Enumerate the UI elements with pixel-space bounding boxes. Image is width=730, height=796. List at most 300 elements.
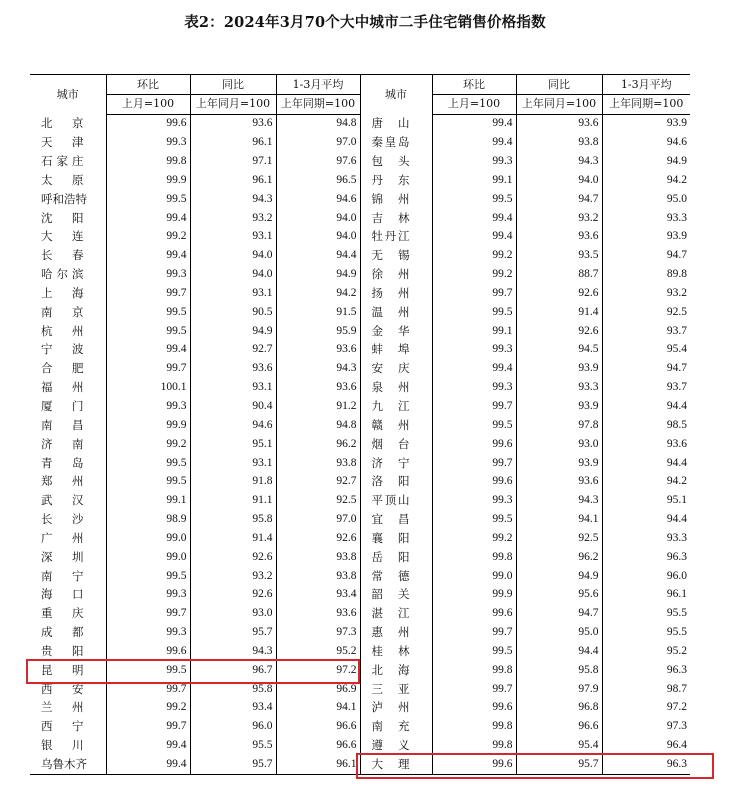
cell-yoy-left: 93.2 bbox=[190, 567, 276, 586]
table-row bbox=[30, 605, 690, 624]
cell-mom-left: 100.1 bbox=[106, 379, 190, 398]
table-row bbox=[30, 228, 690, 247]
cell-mom-left: 99.7 bbox=[106, 718, 190, 737]
cell-city-left: 昆明 bbox=[30, 661, 106, 680]
table-row bbox=[30, 114, 690, 133]
cell-mom-right: 99.4 bbox=[432, 360, 516, 379]
header-mom-left: 环比 bbox=[106, 75, 190, 95]
cell-avg-left: 95.2 bbox=[276, 642, 360, 661]
table-row bbox=[30, 699, 690, 718]
cell-mom-right: 99.3 bbox=[432, 341, 516, 360]
table-row bbox=[30, 416, 690, 435]
cell-yoy-left: 96.1 bbox=[190, 171, 276, 190]
cell-mom-left: 99.6 bbox=[106, 642, 190, 661]
cell-city-left: 成都 bbox=[30, 623, 106, 642]
cell-mom-right: 99.6 bbox=[432, 435, 516, 454]
cell-avg-left: 91.5 bbox=[276, 303, 360, 322]
cell-mom-left: 99.0 bbox=[106, 548, 190, 567]
cell-mom-left: 98.9 bbox=[106, 510, 190, 529]
table-row bbox=[30, 473, 690, 492]
cell-avg-left: 91.2 bbox=[276, 397, 360, 416]
cell-city-left: 南昌 bbox=[30, 416, 106, 435]
table-row bbox=[30, 548, 690, 567]
cell-mom-right: 99.7 bbox=[432, 397, 516, 416]
cell-mom-left: 99.5 bbox=[106, 190, 190, 209]
cell-city-right: 丹东 bbox=[360, 171, 432, 190]
cell-yoy-left: 92.7 bbox=[190, 341, 276, 360]
table-row bbox=[30, 718, 690, 737]
cell-avg-left: 94.1 bbox=[276, 699, 360, 718]
cell-yoy-left: 93.4 bbox=[190, 699, 276, 718]
cell-avg-left: 93.8 bbox=[276, 567, 360, 586]
cell-city-left: 重庆 bbox=[30, 605, 106, 624]
cell-city-left: 北京 bbox=[30, 114, 106, 133]
cell-mom-left: 99.5 bbox=[106, 661, 190, 680]
cell-avg-left: 94.9 bbox=[276, 265, 360, 284]
cell-mom-right: 99.1 bbox=[432, 171, 516, 190]
cell-city-right: 赣州 bbox=[360, 416, 432, 435]
cell-mom-right: 99.2 bbox=[432, 247, 516, 266]
header-city-left: 城市 bbox=[30, 75, 106, 115]
cell-yoy-right: 95.6 bbox=[516, 586, 602, 605]
cell-avg-left: 94.8 bbox=[276, 114, 360, 133]
cell-avg-left: 94.2 bbox=[276, 284, 360, 303]
cell-avg-right: 94.6 bbox=[666, 136, 687, 149]
cell-yoy-right: 94.5 bbox=[516, 341, 602, 360]
cell-avg-right: 97.3 bbox=[666, 720, 687, 733]
table-row bbox=[30, 171, 690, 190]
cell-yoy-left: 93.2 bbox=[190, 209, 276, 228]
cell-yoy-left: 95.8 bbox=[190, 680, 276, 699]
cell-mom-left: 99.4 bbox=[106, 341, 190, 360]
table-row bbox=[30, 284, 690, 303]
cell-yoy-left: 91.8 bbox=[190, 473, 276, 492]
table-row bbox=[30, 134, 690, 153]
cell-city-left: 西宁 bbox=[30, 718, 106, 737]
cell-avg-right: 96.3 bbox=[602, 755, 690, 774]
cell-yoy-left: 93.6 bbox=[190, 114, 276, 133]
cell-avg-left: 97.6 bbox=[276, 152, 360, 171]
cell-mom-right: 99.5 bbox=[432, 510, 516, 529]
header-yoy-left: 同比 bbox=[190, 75, 276, 95]
cell-avg-right: 93.9 bbox=[666, 117, 687, 130]
cell-avg-left: 94.0 bbox=[276, 209, 360, 228]
cell-mom-right: 99.2 bbox=[432, 529, 516, 548]
cell-mom-left: 99.3 bbox=[106, 265, 190, 284]
cell-mom-left: 99.7 bbox=[106, 680, 190, 699]
cell-avg-left: 95.9 bbox=[276, 322, 360, 341]
cell-yoy-right: 94.9 bbox=[516, 567, 602, 586]
cell-city-right: 桂林 bbox=[360, 642, 432, 661]
cell-mom-right: 99.6 bbox=[432, 473, 516, 492]
table-row bbox=[30, 360, 690, 379]
table-row bbox=[30, 247, 690, 266]
cell-city-right: 徐州 bbox=[360, 265, 432, 284]
cell-mom-right: 99.1 bbox=[432, 322, 516, 341]
cell-mom-right: 99.5 bbox=[432, 416, 516, 435]
cell-yoy-right: 88.7 bbox=[516, 265, 602, 284]
cell-mom-left: 99.3 bbox=[106, 623, 190, 642]
cell-avg-left: 96.5 bbox=[276, 171, 360, 190]
cell-yoy-left: 96.1 bbox=[190, 134, 276, 153]
cell-avg-right: 94.7 bbox=[666, 249, 687, 262]
cell-city-right: 三亚 bbox=[360, 680, 432, 699]
cell-city-right: 宜昌 bbox=[360, 510, 432, 529]
cell-avg-left: 93.8 bbox=[276, 454, 360, 473]
cell-city-left: 福州 bbox=[30, 379, 106, 398]
cell-mom-left: 99.1 bbox=[106, 492, 190, 511]
cell-avg-left: 94.6 bbox=[276, 190, 360, 209]
cell-avg-left: 96.1 bbox=[276, 755, 360, 774]
cell-mom-left: 99.4 bbox=[106, 737, 190, 756]
cell-mom-right: 99.2 bbox=[432, 265, 516, 284]
cell-yoy-right: 95.7 bbox=[516, 755, 602, 774]
cell-yoy-left: 94.9 bbox=[190, 322, 276, 341]
table-row bbox=[30, 661, 690, 680]
cell-mom-right: 99.4 bbox=[432, 209, 516, 228]
cell-mom-left: 99.4 bbox=[106, 247, 190, 266]
cell-avg-right: 98.7 bbox=[666, 682, 687, 695]
cell-city-left: 哈尔滨 bbox=[30, 265, 106, 284]
header-yoy-base-left: 上年同月=100 bbox=[190, 94, 276, 114]
cell-mom-right: 99.4 bbox=[432, 228, 516, 247]
table-header bbox=[30, 75, 690, 115]
cell-mom-left: 99.3 bbox=[106, 586, 190, 605]
cell-mom-left: 99.2 bbox=[106, 699, 190, 718]
cell-yoy-left: 95.5 bbox=[190, 737, 276, 756]
cell-city-right: 泸州 bbox=[360, 699, 432, 718]
cell-city-left: 乌鲁木齐 bbox=[30, 755, 106, 774]
cell-avg-right: 95.1 bbox=[666, 494, 687, 507]
cell-mom-left: 99.0 bbox=[106, 529, 190, 548]
cell-yoy-right: 94.4 bbox=[516, 642, 602, 661]
header-mom-base-right: 上月=100 bbox=[432, 94, 516, 114]
table-row bbox=[30, 642, 690, 661]
cell-avg-right: 94.7 bbox=[666, 362, 687, 375]
header-avg-left: 1-3月平均 bbox=[276, 75, 360, 95]
cell-yoy-right: 97.9 bbox=[516, 680, 602, 699]
cell-mom-right: 99.3 bbox=[432, 379, 516, 398]
cell-mom-left: 99.7 bbox=[106, 605, 190, 624]
table-row bbox=[30, 567, 690, 586]
cell-avg-right: 98.5 bbox=[666, 418, 687, 431]
cell-mom-left: 99.9 bbox=[106, 416, 190, 435]
cell-avg-right: 94.4 bbox=[666, 513, 687, 526]
cell-city-right: 洛阳 bbox=[360, 473, 432, 492]
table-row bbox=[30, 322, 690, 341]
cell-yoy-left: 94.3 bbox=[190, 642, 276, 661]
header-yoy-base-right: 上年同月=100 bbox=[516, 94, 602, 114]
cell-city-right: 扬州 bbox=[360, 284, 432, 303]
cell-yoy-right: 97.8 bbox=[516, 416, 602, 435]
table-row bbox=[30, 492, 690, 511]
cell-yoy-right: 95.8 bbox=[516, 661, 602, 680]
cell-city-left: 太原 bbox=[30, 171, 106, 190]
cell-mom-left: 99.5 bbox=[106, 454, 190, 473]
cell-city-left: 杭州 bbox=[30, 322, 106, 341]
cell-city-right: 唐山 bbox=[360, 114, 432, 133]
table-row bbox=[30, 397, 690, 416]
cell-city-left: 青岛 bbox=[30, 454, 106, 473]
cell-mom-left: 99.3 bbox=[106, 397, 190, 416]
cell-mom-right: 99.6 bbox=[432, 605, 516, 624]
cell-avg-right: 92.5 bbox=[666, 305, 687, 318]
cell-yoy-right: 92.6 bbox=[516, 284, 602, 303]
cell-mom-left: 99.5 bbox=[106, 567, 190, 586]
cell-mom-left: 99.2 bbox=[106, 228, 190, 247]
cell-yoy-left: 95.1 bbox=[190, 435, 276, 454]
cell-avg-right: 96.0 bbox=[666, 569, 687, 582]
cell-avg-right: 94.2 bbox=[666, 173, 687, 186]
cell-yoy-left: 93.1 bbox=[190, 379, 276, 398]
cell-avg-right: 93.6 bbox=[666, 437, 687, 450]
cell-yoy-left: 93.1 bbox=[190, 284, 276, 303]
cell-avg-right: 94.4 bbox=[666, 456, 687, 469]
cell-yoy-right: 93.6 bbox=[516, 473, 602, 492]
cell-mom-right: 99.4 bbox=[432, 114, 516, 133]
cell-city-left: 长沙 bbox=[30, 510, 106, 529]
cell-yoy-right: 93.8 bbox=[516, 134, 602, 153]
cell-yoy-left: 95.7 bbox=[190, 623, 276, 642]
cell-city-right: 锦州 bbox=[360, 190, 432, 209]
table-row bbox=[30, 379, 690, 398]
table-row bbox=[30, 265, 690, 284]
cell-avg-right: 96.3 bbox=[666, 663, 687, 676]
table-row bbox=[30, 454, 690, 473]
cell-city-right: 牡丹江 bbox=[360, 228, 432, 247]
header-mom-base-left: 上月=100 bbox=[106, 94, 190, 114]
cell-avg-left: 97.0 bbox=[276, 134, 360, 153]
cell-yoy-right: 94.3 bbox=[516, 152, 602, 171]
cell-avg-left: 96.2 bbox=[276, 435, 360, 454]
cell-yoy-right: 93.6 bbox=[516, 114, 602, 133]
cell-mom-right: 99.7 bbox=[432, 454, 516, 473]
cell-avg-right: 95.2 bbox=[666, 644, 687, 657]
cell-yoy-right: 96.6 bbox=[516, 718, 602, 737]
cell-mom-left: 99.5 bbox=[106, 322, 190, 341]
cell-yoy-left: 92.6 bbox=[190, 586, 276, 605]
cell-avg-right: 95.5 bbox=[666, 607, 687, 620]
cell-yoy-left: 90.5 bbox=[190, 303, 276, 322]
header-avg-base-left: 上年同期=100 bbox=[276, 94, 360, 114]
cell-city-right: 南充 bbox=[360, 718, 432, 737]
cell-avg-right: 89.8 bbox=[666, 268, 687, 281]
cell-city-left: 厦门 bbox=[30, 397, 106, 416]
cell-city-left: 银川 bbox=[30, 737, 106, 756]
cell-yoy-right: 96.8 bbox=[516, 699, 602, 718]
cell-city-left: 长春 bbox=[30, 247, 106, 266]
cell-mom-left: 99.7 bbox=[106, 284, 190, 303]
header-mom-right: 环比 bbox=[432, 75, 516, 95]
cell-yoy-left: 96.0 bbox=[190, 718, 276, 737]
cell-mom-right: 99.7 bbox=[432, 623, 516, 642]
cell-avg-right: 95.4 bbox=[666, 343, 687, 356]
table-row bbox=[30, 435, 690, 454]
cell-yoy-right: 93.9 bbox=[516, 454, 602, 473]
table-row bbox=[30, 190, 690, 209]
cell-mom-right: 99.7 bbox=[432, 680, 516, 699]
cell-avg-right: 93.9 bbox=[666, 230, 687, 243]
cell-city-left: 南宁 bbox=[30, 567, 106, 586]
cell-mom-left: 99.9 bbox=[106, 171, 190, 190]
cell-city-right: 金华 bbox=[360, 322, 432, 341]
cell-yoy-right: 92.6 bbox=[516, 322, 602, 341]
cell-city-right: 济宁 bbox=[360, 454, 432, 473]
cell-city-right: 北海 bbox=[360, 661, 432, 680]
cell-city-left: 南京 bbox=[30, 303, 106, 322]
cell-yoy-right: 93.3 bbox=[516, 379, 602, 398]
cell-mom-left: 99.8 bbox=[106, 152, 190, 171]
cell-city-right: 烟台 bbox=[360, 435, 432, 454]
cell-yoy-right: 93.0 bbox=[516, 435, 602, 454]
cell-yoy-left: 94.6 bbox=[190, 416, 276, 435]
cell-city-right: 蚌埠 bbox=[360, 341, 432, 360]
cell-mom-left: 99.5 bbox=[106, 303, 190, 322]
cell-mom-right: 99.8 bbox=[432, 548, 516, 567]
cell-yoy-right: 92.5 bbox=[516, 529, 602, 548]
cell-yoy-left: 91.4 bbox=[190, 529, 276, 548]
cell-yoy-right: 93.5 bbox=[516, 247, 602, 266]
cell-yoy-right: 94.1 bbox=[516, 510, 602, 529]
table-row bbox=[30, 529, 690, 548]
cell-city-left: 宁波 bbox=[30, 341, 106, 360]
cell-mom-right: 99.3 bbox=[432, 152, 516, 171]
cell-yoy-right: 91.4 bbox=[516, 303, 602, 322]
cell-mom-right: 99.5 bbox=[432, 190, 516, 209]
cell-yoy-right: 94.7 bbox=[516, 605, 602, 624]
cell-avg-right: 93.7 bbox=[666, 381, 687, 394]
cell-avg-right: 94.2 bbox=[666, 475, 687, 488]
cell-mom-right: 99.3 bbox=[432, 492, 516, 511]
cell-avg-left: 92.7 bbox=[276, 473, 360, 492]
cell-city-left: 石家庄 bbox=[30, 152, 106, 171]
cell-mom-left: 99.2 bbox=[106, 435, 190, 454]
table-row bbox=[30, 586, 690, 605]
cell-city-left: 济南 bbox=[30, 435, 106, 454]
header-avg-base-right: 上年同期=100 bbox=[602, 94, 690, 114]
table-row bbox=[30, 209, 690, 228]
cell-mom-right: 99.0 bbox=[432, 567, 516, 586]
cell-avg-left: 96.6 bbox=[276, 737, 360, 756]
cell-avg-right: 94.4 bbox=[666, 399, 687, 412]
cell-city-left: 深圳 bbox=[30, 548, 106, 567]
cell-yoy-right: 94.7 bbox=[516, 190, 602, 209]
cell-mom-right: 99.8 bbox=[432, 737, 516, 756]
cell-yoy-left: 91.1 bbox=[190, 492, 276, 511]
cell-mom-left: 99.6 bbox=[106, 114, 190, 133]
cell-city-right: 常德 bbox=[360, 567, 432, 586]
cell-city-left: 武汉 bbox=[30, 492, 106, 511]
cell-yoy-right: 94.0 bbox=[516, 171, 602, 190]
cell-city-right: 韶关 bbox=[360, 586, 432, 605]
cell-city-right: 温州 bbox=[360, 303, 432, 322]
table-row bbox=[30, 680, 690, 699]
cell-city-left: 合肥 bbox=[30, 360, 106, 379]
cell-mom-right: 99.5 bbox=[432, 642, 516, 661]
cell-yoy-left: 94.0 bbox=[190, 265, 276, 284]
cell-city-right: 平顶山 bbox=[360, 492, 432, 511]
cell-city-right: 泉州 bbox=[360, 379, 432, 398]
cell-city-right: 九江 bbox=[360, 397, 432, 416]
cell-city-right: 吉林 bbox=[360, 209, 432, 228]
cell-avg-right: 93.3 bbox=[666, 531, 687, 544]
table-title: 表2：2024年3月70个大中城市二手住宅销售价格指数 bbox=[184, 14, 546, 31]
cell-yoy-right: 93.9 bbox=[516, 397, 602, 416]
cell-city-right: 秦皇岛 bbox=[360, 134, 432, 153]
cell-avg-left: 93.4 bbox=[276, 586, 360, 605]
cell-mom-right: 99.7 bbox=[432, 284, 516, 303]
table-body bbox=[30, 114, 690, 775]
cell-avg-right: 93.7 bbox=[666, 324, 687, 337]
cell-mom-right: 99.9 bbox=[432, 586, 516, 605]
cell-city-left: 大连 bbox=[30, 228, 106, 247]
cell-city-right: 包头 bbox=[360, 152, 432, 171]
cell-city-left: 郑州 bbox=[30, 473, 106, 492]
cell-yoy-left: 93.6 bbox=[190, 360, 276, 379]
cell-city-left: 兰州 bbox=[30, 699, 106, 718]
table-row bbox=[30, 303, 690, 322]
cell-city-left: 呼和浩特 bbox=[30, 190, 106, 209]
header-yoy-right: 同比 bbox=[516, 75, 602, 95]
cell-avg-left: 96.9 bbox=[276, 680, 360, 699]
cell-yoy-right: 93.9 bbox=[516, 360, 602, 379]
cell-city-right: 岳阳 bbox=[360, 548, 432, 567]
cell-yoy-left: 92.6 bbox=[190, 548, 276, 567]
cell-mom-left: 99.7 bbox=[106, 360, 190, 379]
cell-yoy-left: 96.7 bbox=[190, 661, 276, 680]
cell-yoy-left: 95.8 bbox=[190, 510, 276, 529]
cell-city-right: 遵义 bbox=[360, 737, 432, 756]
table-row bbox=[30, 755, 690, 774]
cell-city-right: 无锡 bbox=[360, 247, 432, 266]
cell-avg-left: 94.3 bbox=[276, 360, 360, 379]
cell-city-left: 海口 bbox=[30, 586, 106, 605]
cell-avg-left: 97.2 bbox=[276, 661, 360, 680]
cell-city-right: 湛江 bbox=[360, 605, 432, 624]
cell-yoy-right: 93.6 bbox=[516, 228, 602, 247]
cell-yoy-left: 93.0 bbox=[190, 605, 276, 624]
cell-avg-right: 95.5 bbox=[666, 626, 687, 639]
table-row bbox=[30, 152, 690, 171]
cell-mom-left: 99.3 bbox=[106, 134, 190, 153]
cell-mom-left: 99.5 bbox=[106, 473, 190, 492]
cell-avg-right: 94.9 bbox=[666, 155, 687, 167]
cell-avg-left: 93.6 bbox=[276, 379, 360, 398]
cell-avg-left: 92.5 bbox=[276, 492, 360, 511]
cell-yoy-left: 90.4 bbox=[190, 397, 276, 416]
price-index-table bbox=[30, 74, 690, 775]
cell-avg-left: 96.6 bbox=[276, 718, 360, 737]
cell-city-left: 西安 bbox=[30, 680, 106, 699]
cell-avg-left: 97.0 bbox=[276, 510, 360, 529]
cell-avg-left: 92.6 bbox=[276, 529, 360, 548]
cell-mom-right: 99.8 bbox=[432, 718, 516, 737]
cell-city-right: 襄阳 bbox=[360, 529, 432, 548]
cell-yoy-right: 96.2 bbox=[516, 548, 602, 567]
cell-avg-right: 93.2 bbox=[666, 286, 687, 299]
cell-avg-right: 93.3 bbox=[666, 211, 687, 224]
cell-avg-right: 95.0 bbox=[666, 192, 687, 205]
cell-avg-right: 96.3 bbox=[666, 550, 687, 563]
header-city-right: 城市 bbox=[360, 75, 432, 115]
cell-yoy-left: 97.1 bbox=[190, 152, 276, 171]
cell-avg-left: 94.0 bbox=[276, 228, 360, 247]
cell-avg-left: 94.8 bbox=[276, 416, 360, 435]
cell-yoy-left: 94.3 bbox=[190, 190, 276, 209]
table-row bbox=[30, 623, 690, 642]
cell-yoy-right: 95.4 bbox=[516, 737, 602, 756]
cell-mom-right: 99.8 bbox=[432, 661, 516, 680]
